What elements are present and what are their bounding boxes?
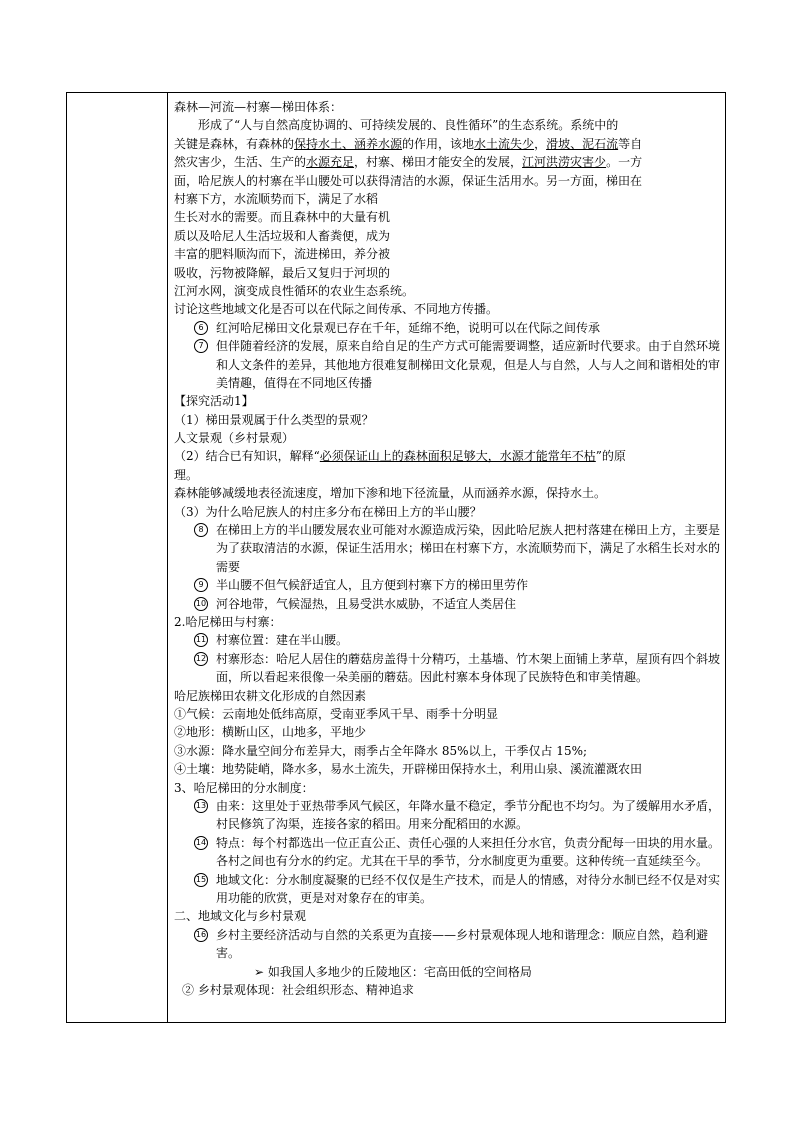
paragraph-line: 吸收，污物被降解，最后又复归于河坝的 — [174, 265, 391, 280]
question-cont: 理。 — [174, 467, 199, 482]
numbered-item — [174, 337, 722, 392]
paragraph-line: 质以及哈尼人生活垃圾和人畜粪便，成为 — [174, 228, 391, 243]
item-text: 半山腰不但气候舒适宜人，且方便到村寨下方的梯田里劳作 — [216, 578, 529, 593]
numbered-item — [174, 650, 722, 687]
document-table — [66, 92, 726, 1023]
circled-number: 16 — [194, 928, 208, 942]
paragraph-line: 然灾害少，生活、生产的水源充足，村寨、梯田才能安全的发展，江河洪涝灾害少。一方 — [174, 155, 643, 170]
paragraph-line: 生长对水的需要。而且森林中的大量有机 — [174, 210, 391, 225]
section-heading: 二、地域文化与乡村景观 — [174, 909, 307, 924]
circled-number: 6 — [194, 321, 208, 335]
factor-line: ①气候：云南地处低纬高原，受南亚季风干旱、雨季十分明显 — [174, 707, 499, 722]
factor-line: ②地形：横断山区，山地多，平地少 — [174, 725, 367, 740]
paragraph-line: 村寨下方，水流顺势而下，满足了水稻 — [174, 191, 379, 206]
column-divider — [167, 93, 168, 1022]
paragraph-line: 关键是森林，有森林的保持水土、涵养水源的作用，该地水土流失少，滑坡、泥石流等自 — [174, 136, 643, 151]
numbered-item — [174, 319, 722, 337]
numbered-item — [174, 926, 722, 963]
paragraph-line: 面，哈尼族人的村寨在半山腰处可以获得清洁的水源，保证生活用水。另一方面，梯田在 — [174, 173, 643, 188]
numbered-item — [174, 576, 722, 594]
lesson-content — [174, 98, 722, 999]
factors-heading: 哈尼族梯田农耕文化形成的自然因素 — [174, 688, 367, 703]
paragraph-line: 丰富的肥料顺沟而下，流进梯田，养分被 — [174, 247, 391, 262]
numbered-item — [174, 797, 722, 834]
section-heading: 3、哈尼梯田的分水制度： — [174, 780, 314, 795]
item-text: 地域文化：分水制度凝聚的已经不仅仅是生产技术，而是人的情感，对待分水制已经不仅是对实用功能的欣赏，更是对对象存在的审美。 — [216, 872, 721, 906]
item-text: 但伴随着经济的发展，原来自给自足的生产方式可能需要调整，适应新时代要求。由于自然环境和人文条件的差异，其他地方很难复制梯田文化景观，但是人与自然，人与人之间和谐相处的审美情趣，值得在不同地区传播 — [216, 339, 721, 390]
question: （1）梯田景观属于什么类型的景观？ — [174, 412, 374, 427]
section-heading: 2.哈尼梯田与村寨： — [174, 615, 282, 630]
final-text: 乡村景观体现：社会组织形态、精神追求 — [197, 983, 414, 998]
item-text: 由来：这里处于亚热带季风气候区，年降水量不稳定，季节分配也不均匀。为了缓解用水矛盾，村民修筑了沟渠，连接各家的稻田。用来分配稻田的水源。 — [216, 799, 721, 832]
numbered-item — [174, 871, 722, 908]
discussion-prompt: 讨论这些地域文化是否可以在代际之间传承、不同地方传播。 — [174, 302, 499, 317]
circled-number: 9 — [194, 578, 208, 592]
item-text: 在梯田上方的半山腰发展农业可能对水源造成污染，因此哈尼族人把村落建在梯田上方，主要是为了获取清洁的水源，保证生活用水；梯田在村寨下方，水流顺势而下，满足了水稻生长对水的需要 — [216, 523, 721, 574]
answer: 森林能够减缓地表径流速度，增加下渗和地下径流量，从而涵养水源，保持水土。 — [174, 486, 607, 501]
circled-number: ② — [182, 983, 195, 998]
numbered-item — [174, 521, 722, 576]
factor-line: ③水源：降水量空间分布差异大，雨季占全年降水 85%以上，干季仅占 15%; — [174, 743, 588, 758]
arrow-bullet-line — [174, 963, 722, 981]
circled-number: 13 — [194, 799, 208, 813]
item-text: 红河哈尼梯田文化景观已存在千年，延绵不绝，说明可以在代际之间传承 — [216, 320, 601, 335]
circled-number: 8 — [194, 523, 208, 537]
section-title: 森林—河流—村寨—梯田体系： — [174, 100, 343, 114]
item-text: 乡村主要经济活动与自然的关系更为直接——乡村景观体现人地和谐理念：顺应自然，趋利避害。 — [216, 927, 709, 961]
circled-number: 12 — [194, 652, 208, 666]
question: （2）结合已有知识，解释“必须保证山上的森林面积足够大，水源才能常年不枯”的原 — [174, 449, 626, 464]
item-text: 村寨位置：建在半山腰。 — [216, 633, 349, 648]
numbered-item — [174, 834, 722, 871]
paragraph-line: 形成了“人与自然高度协调的、可持续发展的、良性循环”的生态系统。系统中的 — [198, 118, 619, 133]
item-text: 特点：每个村都选出一位正直公正、责任心强的人来担任分水官，负责分配每一田块的用水量。各村之间也有分水的约定。尤其在干旱的季节，分水制度更为重要。这种传统一直延续至今。 — [216, 835, 721, 869]
final-line — [174, 981, 722, 999]
question: （3）为什么哈尼族人的村庄多分布在梯田上方的半山腰？ — [174, 504, 482, 519]
numbered-item — [174, 595, 722, 613]
circled-number: 7 — [194, 339, 208, 353]
numbered-item — [174, 631, 722, 649]
arrow-bullet-text: 如我国人多地少的丘陵地区：宅高田低的空间格局 — [267, 964, 532, 979]
item-text: 村寨形态：哈尼人居住的蘑菇房盖得十分精巧，土基墙、竹木架上面铺上茅草，屋顶有四个斜坡面，所以看起来很像一朵美丽的蘑菇。因此村寨本身体现了民族特色和审美情趣。 — [216, 651, 721, 685]
activity-heading: 【探究活动1】 — [174, 394, 254, 409]
paragraph-line: 江河水网，演变成良性循环的农业生态系统。 — [174, 283, 415, 298]
arrow-bullet-icon: ➢ — [254, 964, 265, 979]
item-text: 河谷地带，气候湿热，且易受洪水威胁，不适宜人类居住 — [216, 596, 517, 611]
circled-number: 10 — [194, 597, 208, 611]
circled-number: 11 — [194, 633, 208, 647]
factor-line: ④土壤：地势陡峭，降水多，易水土流失，开辟梯田保持水土，利用山泉、溪流灌溉农田 — [174, 762, 643, 777]
circled-number: 15 — [194, 873, 208, 887]
circled-number: 14 — [194, 836, 208, 850]
answer: 人文景观（乡村景观） — [174, 431, 295, 446]
